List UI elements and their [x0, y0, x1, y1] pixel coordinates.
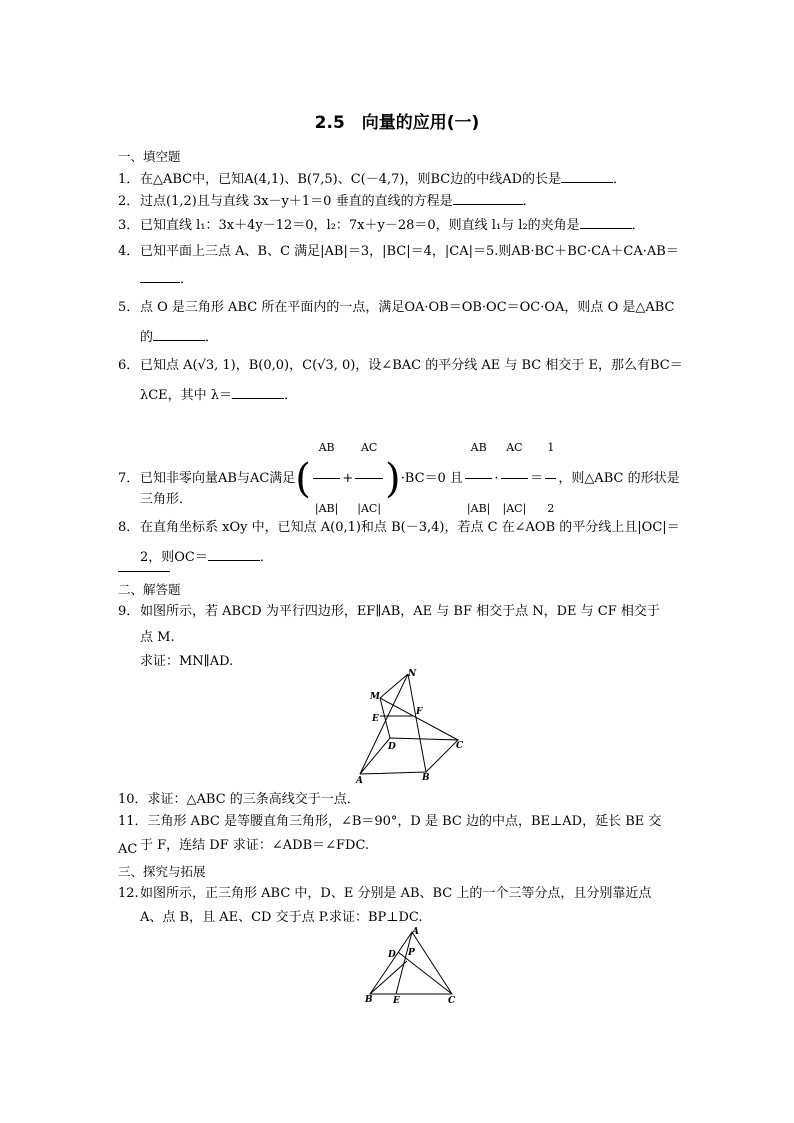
punct: ． [522, 194, 536, 209]
question-3 [118, 212, 684, 240]
label-B: B [422, 773, 430, 783]
right-paren: ) [385, 455, 401, 502]
figure-parallelogram [350, 668, 470, 784]
question-7: 7．已知非零向量AB与AC满足( $\frac{AB}{|AB|}$ + $\frac{AC}{|AC|}$ )·BC＝0 且 $\frac{AB}{|AB|}$ · $\frac{AC}{|AC|}$ ＝ $\frac{1}{2}$ ，则△ABC 的形状是 [118, 418, 684, 599]
question-text: ·BC＝0 且 [400, 471, 463, 486]
question-6-line2 [140, 382, 297, 410]
question-text: 已知直线 l₁：3x＋4y－12＝0，l₂：7x＋y－28＝0，则直线 l₁与 l₂的夹角是 [140, 218, 580, 233]
answer-blank[interactable] [232, 386, 284, 399]
fraction-denominator: |AB| [314, 502, 339, 515]
label-C: C [448, 996, 456, 1006]
label-B: B [365, 995, 373, 1005]
question-text: 求证：△ABC 的三条高线交于一点． [147, 792, 360, 807]
punct: ． [205, 330, 219, 345]
question-number: 5． [118, 300, 140, 315]
question-text: ，则△ABC 的形状是 [558, 471, 680, 486]
answer-blank[interactable] [453, 192, 523, 205]
question-text: 点 O 是三角形 ABC 所在平面内的一点，满足OA·OB＝OB·OC＝OC·OA，则点 O 是△ABC [140, 300, 675, 315]
fraction-numerator: AB [313, 418, 340, 479]
section-explore: 三、探究与拓展 [118, 864, 206, 879]
answer-blank[interactable] [580, 216, 632, 229]
question-text: 在直角坐标系 xOy 中，已知点 A(0,1)和点 B(－3,4)，若点 C 在∠AOB 的平分线上且|OC|＝ [140, 520, 680, 535]
question-text: 2，则OC＝ [140, 550, 208, 565]
label-F: F [416, 707, 423, 717]
question-text: 过点(1,2)且与直线 3x－y＋1＝0 垂直的直线的方程是 [140, 194, 453, 209]
fraction-numerator: AC [355, 418, 383, 479]
punct: ． [613, 172, 627, 187]
question-4-line2 [140, 266, 193, 294]
label-C: C [456, 741, 464, 751]
question-11-line2: 于 F，连结 DF 求证：∠ADB＝∠FDC. [140, 838, 370, 853]
answer-blank[interactable] [561, 170, 613, 183]
label-E: E [372, 714, 379, 724]
fraction-denominator: |AC| [502, 502, 527, 515]
question-text: 三角形 ABC 是等腰直角三角形，∠B＝90°，D 是 BC 边的中点，BE⊥AD，延长 BE 交 AC [118, 814, 662, 857]
question-9-line3: 求证：MN∥AD. [140, 654, 234, 669]
answer-blank[interactable] [208, 548, 260, 561]
question-number: 9． [118, 604, 140, 619]
fraction-numerator: AC [501, 418, 529, 479]
label-D: D [388, 742, 396, 752]
question-number: 10． [118, 792, 148, 807]
fraction-denominator: 2 [547, 502, 555, 515]
label-D: D [388, 950, 396, 960]
section-fill-in: 一、填空题 [118, 149, 181, 164]
question-number: 6． [118, 358, 140, 373]
fraction-numerator: AB [465, 418, 492, 479]
question-number: 3． [118, 218, 140, 233]
question-9-line2: 点 M. [140, 630, 175, 645]
question-6 [118, 352, 684, 380]
question-12-line2: A、点 B，且 AE、CD 交于点 P.求证：BP⊥DC. [140, 910, 423, 925]
question-9 [118, 598, 684, 626]
answer-blank[interactable] [153, 328, 205, 341]
section-solve: 二、解答题 [118, 582, 181, 597]
label-E: E [393, 996, 400, 1006]
question-text: 如图所示，正三角形 ABC 中，D、E 分别是 AB、BC 上的一个三等分点，且分别靠近点 [140, 886, 652, 901]
question-text: ＝ [530, 471, 544, 486]
fraction-denominator: |AC| [357, 502, 382, 515]
label-P: P [408, 948, 415, 958]
punct: ． [259, 550, 273, 565]
answer-blank[interactable] [140, 270, 180, 283]
question-4 [118, 238, 684, 266]
fraction-numerator: 1 [545, 418, 556, 479]
question-number: 8． [118, 520, 140, 535]
page-title: 2.5 向量的应用(一) [314, 113, 480, 133]
punct: ． [284, 388, 298, 403]
punct: ． [631, 218, 645, 233]
question-text: 在△ABC中，已知A(4,1)、B(7,5)、C(－4,7)，则BC边的中线AD的长是 [140, 172, 562, 187]
label-A: A [356, 776, 363, 784]
fraction-denominator: |AB| [466, 502, 491, 515]
question-number: 12. [118, 886, 139, 901]
question-text: λCE，其中 λ＝ [140, 388, 233, 403]
question-text: 已知平面上三点 A、B、C 满足|AB|＝3，|BC|＝4，|CA|＝5.则AB·BC＋BC·CA＋CA·AB＝ [140, 244, 679, 259]
question-number: 4． [118, 244, 140, 259]
question-number: 7． [118, 471, 140, 486]
question-5 [118, 294, 684, 322]
question-number: 11． [118, 814, 148, 829]
label-M: M [370, 692, 380, 702]
question-text: 已知点 A(√3, 1)，B(0,0)，C(√3, 0)，设∠BAC 的平分线 AE 与 BC 相交于 E，那么有BC＝ [140, 358, 683, 373]
question-7-line2: 三角形． [140, 492, 193, 507]
question-number: 2． [118, 194, 140, 209]
label-N: N [408, 669, 417, 679]
figure-triangle [360, 926, 464, 1006]
question-text: 已知非零向量AB与AC满足 [140, 471, 296, 486]
question-text: 的 [140, 330, 154, 345]
question-text: 如图所示，若 ABCD 为平行四边形，EF∥AB，AE 与 BF 相交于点 N，DE 与 CF 相交于 [140, 604, 660, 619]
question-number: 1． [118, 172, 140, 187]
question-5-line2 [140, 324, 218, 352]
question-8 [118, 514, 684, 542]
question-8-line2 [140, 544, 273, 572]
left-paren: ( [295, 455, 311, 502]
label-A: A [412, 927, 419, 937]
punct: ． [180, 272, 194, 287]
